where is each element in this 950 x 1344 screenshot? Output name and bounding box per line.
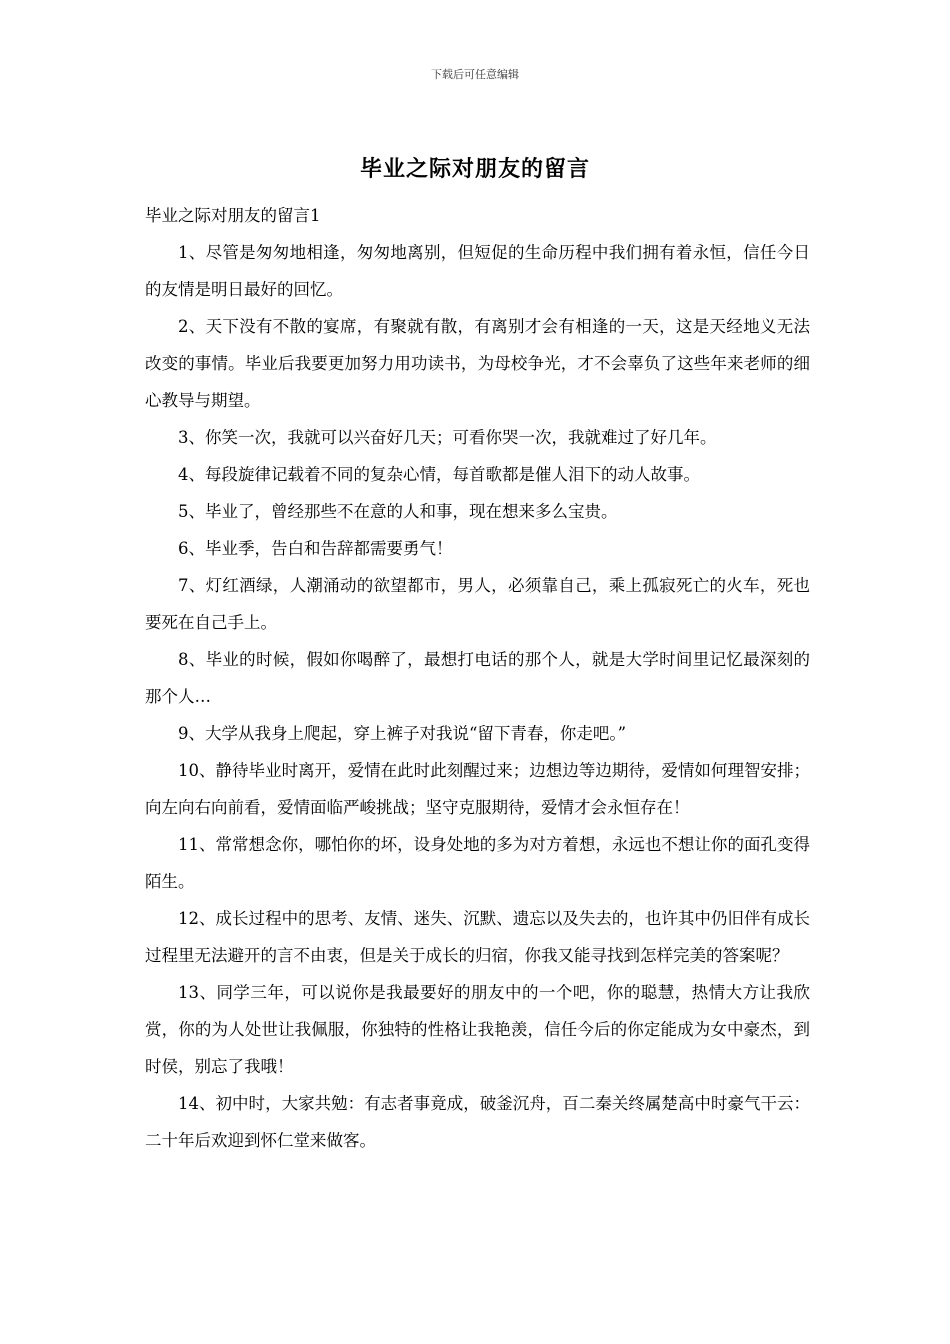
message-paragraph: 2、天下没有不散的宴席，有聚就有散，有离别才会有相逢的一天，这是天经地义无法改变的事情。毕业后我要更加努力用功读书，为母校争光，才不会辜负了这些年来老师的细心教导与期望。 — [145, 317, 810, 410]
document-body — [145, 197, 810, 1159]
message-paragraph: 13、同学三年，可以说你是我最要好的朋友中的一个吧，你的聪慧，热情大方让我欣赏，你的为人处世让我佩服，你独特的性格让我艳羡，信任今后的你定能成为女中豪杰，到时侯，别忘了我哦！ — [145, 983, 810, 1076]
message-paragraph: 6、毕业季，告白和告辞都需要勇气！ — [178, 539, 453, 558]
message-paragraph: 5、毕业了，曾经那些不在意的人和事，现在想来多么宝贵。 — [178, 502, 618, 521]
message-paragraph: 8、毕业的时候，假如你喝醉了，最想打电话的那个人，就是大学时间里记忆最深刻的那个人… — [145, 650, 810, 706]
message-paragraph: 3、你笑一次，我就可以兴奋好几天；可看你哭一次，我就难过了好几年。 — [178, 428, 717, 447]
message-paragraph: 14、初中时，大家共勉：有志者事竟成，破釜沉舟，百二秦关终属楚高中时豪气干云：二十年后欢迎到怀仁堂来做客。 — [145, 1094, 810, 1150]
message-paragraph: 7、灯红酒绿，人潮涌动的欲望都市，男人，必须靠自己，乘上孤寂死亡的火车，死也要死在自己手上。 — [145, 576, 810, 632]
message-paragraph: 11、常常想念你，哪怕你的坏，设身处地的多为对方着想，永远也不想让你的面孔变得陌生。 — [145, 835, 810, 891]
message-paragraph: 9、大学从我身上爬起，穿上裤子对我说“留下青春，你走吧。” — [178, 724, 627, 743]
header-note: 下载后可任意编辑 — [431, 68, 519, 81]
document-title: 毕业之际对朋友的留言 — [359, 156, 590, 182]
message-paragraph: 12、成长过程中的思考、友情、迷失、沉默、遗忘以及失去的，也许其中仍旧伴有成长过程里无法避开的言不由衷，但是关于成长的归宿，你我又能寻找到怎样完美的答案呢？ — [145, 909, 810, 965]
message-paragraph: 4、每段旋律记载着不同的复杂心情，每首歌都是催人泪下的动人故事。 — [178, 465, 700, 484]
section-subtitle: 毕业之际对朋友的留言1 — [145, 206, 321, 225]
message-paragraph: 10、静待毕业时离开，爱情在此时此刻醒过来；边想边等边期待，爱情如何理智安排；向左向右向前看，爱情面临严峻挑战；坚守克服期待，爱情才会永恒存在！ — [145, 761, 810, 817]
message-paragraph: 1、尽管是匆匆地相逢，匆匆地离别，但短促的生命历程中我们拥有着永恒，信任今日的友情是明日最好的回忆。 — [145, 243, 810, 299]
